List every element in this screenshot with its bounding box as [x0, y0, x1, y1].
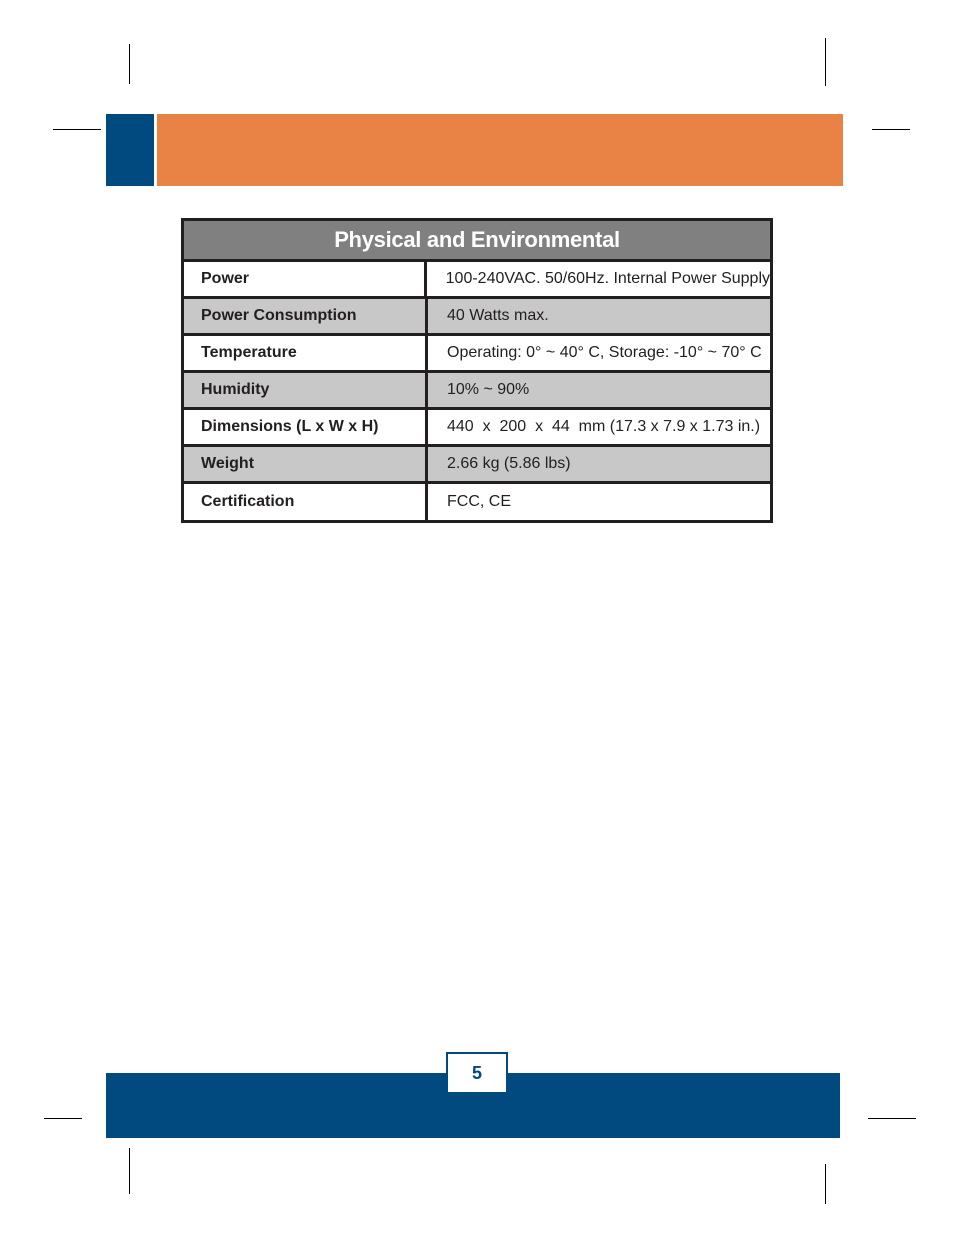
row-label: Weight	[184, 447, 428, 481]
header-orange-band	[157, 114, 843, 186]
crop-mark	[44, 1118, 82, 1119]
header-blue-block	[106, 114, 154, 186]
row-value: 100-240VAC. 50/60Hz. Internal Power Supply	[445, 270, 770, 287]
row-label: Power Consumption	[184, 299, 428, 333]
row-value: FCC, CE	[447, 493, 511, 510]
table-row	[184, 410, 770, 447]
row-value: 2.66 kg (5.86 lbs)	[447, 455, 571, 472]
row-label: Certification	[184, 484, 428, 520]
row-label: Power	[184, 262, 427, 296]
row-label: Temperature	[184, 336, 428, 370]
row-value: Operating: 0° ~ 40° C, Storage: -10° ~ 70° C	[447, 344, 762, 361]
specification-table	[181, 218, 773, 523]
crop-mark	[129, 1148, 130, 1194]
table-title: Physical and Environmental	[184, 221, 770, 262]
table-row	[184, 262, 770, 299]
table-row	[184, 447, 770, 484]
row-value: 40 Watts max.	[447, 307, 549, 324]
table-row	[184, 484, 770, 520]
crop-mark	[872, 129, 910, 130]
row-value: 10% ~ 90%	[447, 381, 530, 398]
crop-mark	[129, 44, 130, 84]
crop-mark	[825, 1164, 826, 1204]
row-value: 440 x 200 x 44 mm (17.3 x 7.9 x 1.73 in.)	[447, 418, 761, 435]
table-row	[184, 373, 770, 410]
table-row	[184, 299, 770, 336]
table-row	[184, 336, 770, 373]
page-number: 5	[446, 1052, 508, 1094]
row-label: Humidity	[184, 373, 428, 407]
crop-mark	[825, 38, 826, 86]
row-label: Dimensions (L x W x H)	[184, 410, 428, 444]
crop-mark	[868, 1118, 916, 1119]
crop-mark	[53, 129, 101, 130]
